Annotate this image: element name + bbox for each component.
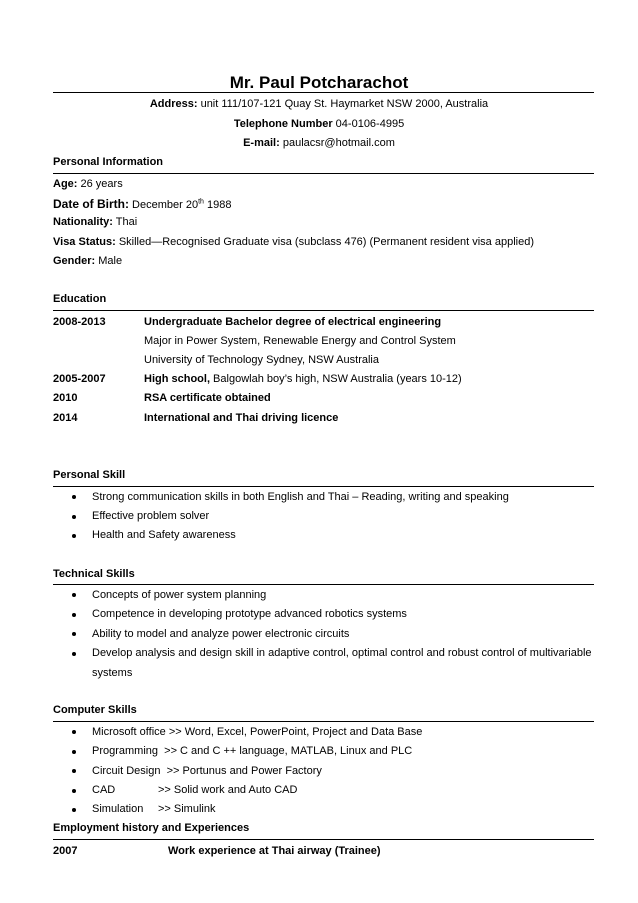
list-item-continuation: systems: [92, 667, 133, 679]
nationality-value: Thai: [112, 216, 138, 228]
list-item: Develop analysis and design skill in adaptive control, optimal control and robust control of multivariable: [92, 647, 592, 659]
education-entry: International and Thai driving licence: [144, 412, 339, 424]
visa-label: Visa Status:: [53, 236, 116, 248]
gender-line: [53, 255, 122, 267]
bullet-icon: [72, 808, 76, 812]
list-item: Microsoft office >> Word, Excel, PowerPoint, Project and Data Base: [92, 726, 423, 738]
age-line: [53, 178, 123, 190]
email-value: paulacsr@hotmail.com: [279, 137, 395, 149]
gender-label: Gender:: [53, 255, 96, 267]
visa-value: Skilled—Recognised Graduate visa (subclass 476) (Permanent resident visa applied): [115, 236, 534, 248]
address-value: unit 111/107-121 Quay St. Haymarket NSW 2000, Australia: [197, 98, 489, 110]
divider: [53, 839, 594, 840]
phone-value: 04-0106-4995: [332, 118, 405, 130]
list-item: Competence in developing prototype advanced robotics systems: [92, 608, 407, 620]
dob-suffix: th: [198, 198, 204, 206]
dob-year: 1988: [203, 199, 232, 211]
divider: [53, 92, 594, 93]
employment-year: 2007: [53, 845, 78, 857]
divider: [53, 721, 594, 722]
bullet-icon: [72, 652, 76, 656]
list-item: Ability to model and analyze power electronic circuits: [92, 628, 350, 640]
address-line: [0, 98, 638, 110]
bullet-icon: [72, 593, 76, 597]
bullet-icon: [72, 632, 76, 636]
section-heading-personal-skill: Personal Skill: [53, 469, 126, 481]
divider: [53, 584, 594, 585]
bullet-icon: [72, 515, 76, 519]
phone-label: Telephone Number: [233, 118, 333, 130]
bullet-icon: [72, 769, 76, 773]
education-entry: University of Technology Sydney, NSW Australia: [144, 354, 379, 366]
divider: [53, 310, 594, 311]
email-label: E-mail:: [243, 137, 280, 149]
list-item: Effective problem solver: [92, 510, 210, 522]
list-item: Health and Safety awareness: [92, 529, 236, 541]
list-item-value: >> Solid work and Auto CAD: [158, 784, 298, 796]
employment-entry: Work experience at Thai airway (Trainee): [168, 845, 381, 857]
nationality-line: [53, 216, 137, 228]
section-heading-education: Education: [53, 293, 107, 305]
list-item-label: Simulation: [92, 803, 144, 815]
dob-label: Date of Birth:: [53, 197, 129, 211]
section-heading-technical-skills: Technical Skills: [53, 568, 135, 580]
phone-line: [0, 118, 638, 130]
education-entry: RSA certificate obtained: [144, 392, 271, 404]
list-item-label: CAD: [92, 784, 116, 796]
education-entry: High school, Balgowlah boy’s high, NSW Australia (years 10-12): [144, 373, 462, 385]
education-year: 2014: [53, 412, 78, 424]
list-item: Circuit Design >> Portunus and Power Factory: [92, 765, 322, 777]
bullet-icon: [72, 789, 76, 793]
bullet-icon: [72, 730, 76, 734]
education-entry: Major in Power System, Renewable Energy and Control System: [144, 335, 456, 347]
section-heading-employment: Employment history and Experiences: [53, 822, 250, 834]
section-heading-computer-skills: Computer Skills: [53, 704, 137, 716]
age-value: 26 years: [77, 178, 123, 190]
bullet-icon: [72, 534, 76, 538]
dob-line: [53, 197, 231, 211]
address-label: Address:: [149, 98, 198, 110]
age-label: Age:: [53, 178, 78, 190]
education-entry: Undergraduate Bachelor degree of electrical engineering: [144, 316, 442, 328]
education-year: 2010: [53, 392, 78, 404]
nationality-label: Nationality:: [53, 216, 113, 228]
education-year: 2005-2007: [53, 373, 106, 385]
list-item: Programming >> C and C ++ language, MATLAB, Linux and PLC: [92, 745, 413, 757]
list-item: Strong communication skills in both English and Thai – Reading, writing and speaking: [92, 491, 509, 503]
bullet-icon: [72, 750, 76, 754]
dob-value: December 20: [129, 199, 199, 211]
list-item-value: >> Simulink: [158, 803, 216, 815]
email-line: [0, 137, 638, 149]
visa-line: [53, 236, 534, 248]
resume-name: Mr. Paul Potcharachot: [229, 73, 409, 92]
section-heading-personal: Personal Information: [53, 156, 164, 168]
bullet-icon: [72, 613, 76, 617]
education-year: 2008-2013: [53, 316, 106, 328]
divider: [53, 173, 594, 174]
gender-value: Male: [95, 255, 123, 267]
bullet-icon: [72, 495, 76, 499]
list-item: Concepts of power system planning: [92, 589, 267, 601]
divider: [53, 486, 594, 487]
